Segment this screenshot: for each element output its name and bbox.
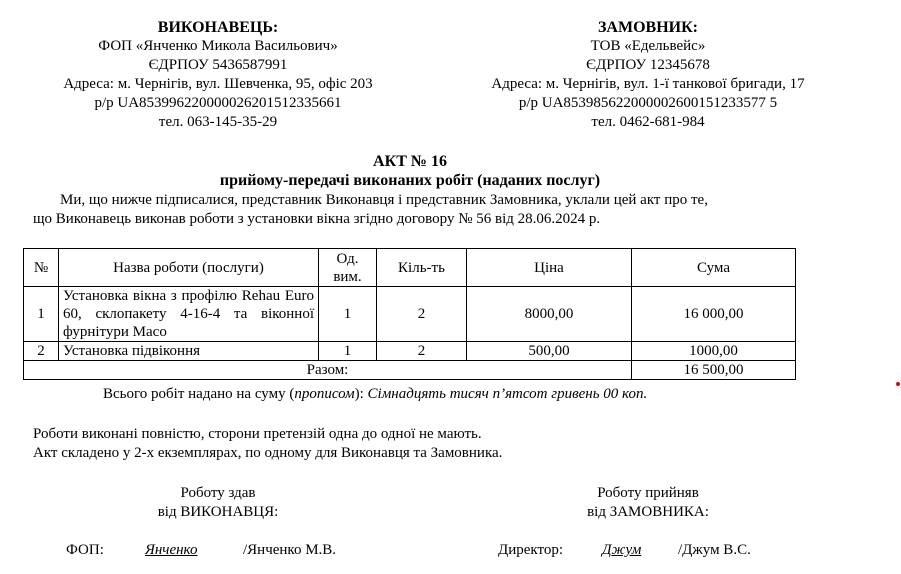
- table-header-row: [24, 249, 796, 287]
- signature-left-heading: [118, 484, 318, 522]
- executor-edrpou: ЄДРПОУ 5436587991: [148, 57, 288, 73]
- executor-block: [18, 18, 418, 132]
- row-sum: 1000,00: [632, 342, 796, 361]
- total-words-mid: ):: [354, 386, 368, 402]
- intro-line-2: що Виконавець виконав роботи з установки вікна згідно договору № 56 від 28.06.2024 р.: [33, 211, 601, 227]
- row-price: 8000,00: [467, 287, 632, 342]
- header-name: Назва роботи (послуги): [59, 249, 319, 287]
- row-name: Установка підвіконня: [59, 342, 319, 361]
- signature-right-role: Директор:: [498, 542, 564, 558]
- customer-heading: ЗАМОВНИК:: [597, 19, 699, 36]
- table-row: [24, 342, 796, 361]
- customer-edrpou: ЄДРПОУ 12345678: [586, 57, 710, 73]
- row-num: 2: [24, 342, 59, 361]
- header-price: Ціна: [467, 249, 632, 287]
- customer-phone: тел. 0462-681-984: [591, 114, 705, 130]
- row-qty: 2: [377, 287, 467, 342]
- signature-left-line2: від ВИКОНАВЦЯ:: [157, 504, 279, 520]
- total-label: Разом:: [24, 361, 632, 380]
- row-sum: 16 000,00: [632, 287, 796, 342]
- table-total-row: [24, 361, 796, 380]
- row-price: 500,00: [467, 342, 632, 361]
- row-unit: 1: [319, 342, 377, 361]
- total-words-prefix: Всього робіт надано на суму (: [103, 386, 295, 402]
- signature-left-line1: Роботу здав: [180, 485, 256, 501]
- customer-name: ТОВ «Едельвейс»: [590, 38, 706, 54]
- intro-line-1: Ми, що нижче підписалися, представник Виконавця і представник Замовника, уклали цей акт про те,: [60, 192, 708, 208]
- row-qty: 2: [377, 342, 467, 361]
- row-name: Установка вікна з профілю Rehau Euro 60, склопакету 4-16-4 та віконної фурнітури Maco: [59, 287, 319, 342]
- red-dot-mark: [896, 382, 900, 386]
- signature-left-name: /Янченко М.В.: [243, 542, 337, 558]
- signature-right-line1: Роботу прийняв: [597, 485, 699, 501]
- customer-account: р/р UA853985622000002600151233577 5: [518, 95, 778, 111]
- total-words-amount: Сімнадцять тисяч п’ятсот гривень 00 коп.: [367, 386, 648, 402]
- header-qty: Кіль-ть: [377, 249, 467, 287]
- row-unit: 1: [319, 287, 377, 342]
- executor-phone: тел. 063-145-35-29: [158, 114, 278, 130]
- row-num: 1: [24, 287, 59, 342]
- executor-name: ФОП «Янченко Микола Васильович»: [98, 38, 338, 54]
- customer-block: [448, 18, 848, 132]
- signature-left-role: ФОП:: [66, 542, 104, 558]
- works-table: [23, 248, 796, 380]
- executor-heading: ВИКОНАВЕЦЬ:: [157, 19, 279, 36]
- table-row: [24, 287, 796, 342]
- customer-address: Адреса: м. Чернігів, вул. 1-ї танкової бригади, 17: [491, 76, 805, 92]
- act-subtitle: прийому-передачі виконаних робіт (наданих послуг): [219, 172, 601, 189]
- total-words-paren: прописом: [294, 386, 355, 402]
- executor-address: Адреса: м. Чернігів, вул. Шевченка, 95, офіс 203: [63, 76, 373, 92]
- header-sum: Сума: [632, 249, 796, 287]
- header-num: №: [24, 249, 59, 287]
- signature-right-heading: [548, 484, 748, 522]
- signature-right-sign: Джум: [602, 542, 642, 558]
- note-line-2: Акт складено у 2-х екземплярах, по одному для Виконавця та Замовника.: [33, 445, 503, 461]
- signature-right-line2: від ЗАМОВНИКА:: [587, 504, 709, 520]
- total-in-words: [103, 386, 647, 403]
- signature-right-name: /Джум В.С.: [678, 542, 751, 558]
- executor-account: р/р UA853996220000026201512335661: [94, 95, 342, 111]
- signature-left-sign: Янченко: [145, 542, 198, 558]
- total-value: 16 500,00: [632, 361, 796, 380]
- header-unit: Од. вим.: [319, 249, 377, 287]
- note-line-1: Роботи виконані повністю, сторони претензій одна до одної не мають.: [33, 426, 482, 442]
- act-title: АКТ № 16: [373, 153, 447, 170]
